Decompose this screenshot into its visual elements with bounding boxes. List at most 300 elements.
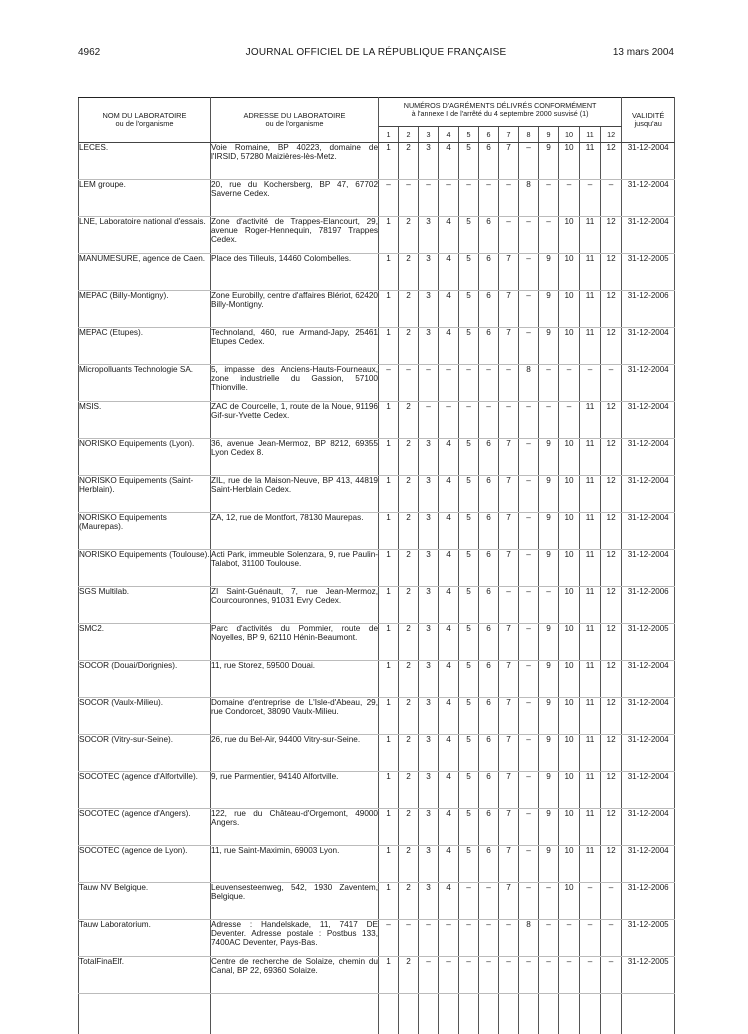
table-row	[79, 587, 675, 624]
empty-cell	[211, 994, 379, 1034]
empty-cell	[622, 994, 675, 1034]
approval-number-cell: –	[519, 291, 539, 328]
approval-number-cell: –	[419, 957, 439, 994]
approval-number-cell: –	[379, 920, 399, 957]
journal-title: JOURNAL OFFICIEL DE LA RÉPUBLIQUE FRANÇAISE	[78, 47, 674, 58]
approval-number-cell: 6	[479, 698, 499, 735]
approval-number-cell: 6	[479, 624, 499, 661]
approval-number-cell: 10	[559, 439, 580, 476]
approval-number-cell: 6	[479, 476, 499, 513]
approval-number-cell: 9	[539, 698, 559, 735]
table-row	[79, 513, 675, 550]
approval-number-cell: 2	[399, 698, 419, 735]
laboratory-name: SOCOTEC (agence d'Alfortville).	[79, 772, 211, 809]
approval-number-cell: 11	[580, 550, 601, 587]
approval-number-cell: 4	[439, 587, 459, 624]
approval-number-cell: 7	[499, 513, 519, 550]
empty-cell	[79, 994, 211, 1034]
approval-number-header: 11	[580, 127, 601, 143]
approval-number-cell: 11	[580, 624, 601, 661]
approval-number-cell: 5	[459, 328, 479, 365]
approval-number-cell: 3	[419, 587, 439, 624]
approval-number-cell: –	[479, 365, 499, 402]
approval-number-cell: 10	[559, 846, 580, 883]
approval-number-cell: 4	[439, 883, 459, 920]
approval-number-cell: –	[479, 180, 499, 217]
approval-number-cell: –	[439, 180, 459, 217]
approval-number-cell: 8	[519, 180, 539, 217]
col-header-address-sub: ou de l'organisme	[214, 120, 375, 128]
table-row	[79, 328, 675, 365]
approval-number-header: 10	[559, 127, 580, 143]
validity-date: 31-12-2004	[622, 513, 675, 550]
col-header-name	[79, 98, 211, 143]
approval-number-cell: –	[419, 365, 439, 402]
laboratory-address: Domaine d'entreprise de L'Isle-d'Abeau, 29, rue Condorcet, 38090 Vaulx-Milieu.	[211, 698, 379, 735]
validity-date: 31-12-2005	[622, 254, 675, 291]
approval-number-cell: –	[519, 217, 539, 254]
approval-number-cell: –	[479, 920, 499, 957]
approval-number-cell: 3	[419, 809, 439, 846]
validity-date: 31-12-2004	[622, 550, 675, 587]
page-header	[78, 47, 674, 61]
approval-number-cell: –	[439, 957, 459, 994]
approval-number-cell: –	[580, 365, 601, 402]
approval-number-cell: 10	[559, 291, 580, 328]
approval-number-cell: 9	[539, 143, 559, 180]
approval-number-cell: –	[519, 476, 539, 513]
approval-number-cell: 6	[479, 328, 499, 365]
laboratory-name: NORISKO Equipements (Maurepas).	[79, 513, 211, 550]
approval-number-cell: 1	[379, 957, 399, 994]
approval-number-header: 1	[379, 127, 399, 143]
approval-number-cell: –	[539, 365, 559, 402]
approval-number-cell: –	[499, 365, 519, 402]
approval-number-cell: 7	[499, 698, 519, 735]
laboratory-address: Zone d'activité de Trappes-Elancourt, 29, avenue Roger-Hennequin, 78197 Trappes Cedex.	[211, 217, 379, 254]
approval-number-cell: 10	[559, 735, 580, 772]
approval-number-header: 8	[519, 127, 539, 143]
approval-number-cell: –	[499, 920, 519, 957]
approval-number-cell: 6	[479, 772, 499, 809]
laboratory-name: Tauw NV Belgique.	[79, 883, 211, 920]
approval-number-cell: –	[580, 883, 601, 920]
empty-cell	[601, 994, 622, 1034]
validity-date: 31-12-2005	[622, 957, 675, 994]
approval-number-cell: –	[419, 402, 439, 439]
approval-number-cell: 12	[601, 291, 622, 328]
approval-number-cell: –	[479, 402, 499, 439]
approval-number-cell: 7	[499, 846, 519, 883]
approval-number-cell: –	[539, 587, 559, 624]
laboratory-name: TotalFinaElf.	[79, 957, 211, 994]
approval-number-cell: 2	[399, 476, 419, 513]
laboratory-address: Place des Tilleuls, 14460 Colombelles.	[211, 254, 379, 291]
approval-number-cell: 2	[399, 550, 419, 587]
laboratory-name: NORISKO Equipements (Lyon).	[79, 439, 211, 476]
col-header-validity	[622, 98, 675, 143]
approval-number-cell: 5	[459, 587, 479, 624]
approval-number-cell: –	[559, 920, 580, 957]
approval-number-cell: 10	[559, 772, 580, 809]
validity-date: 31-12-2004	[622, 661, 675, 698]
approval-number-cell: 12	[601, 439, 622, 476]
laboratory-address: ZAC de Courcelle, 1, route de la Noue, 91196 Gif-sur-Yvette Cedex.	[211, 402, 379, 439]
approval-number-cell: –	[601, 957, 622, 994]
laboratory-name: Tauw Laboratorium.	[79, 920, 211, 957]
approval-number-cell: –	[519, 328, 539, 365]
validity-date: 31-12-2004	[622, 180, 675, 217]
approval-number-cell: 5	[459, 513, 479, 550]
approval-number-cell: 9	[539, 476, 559, 513]
approval-number-cell: 12	[601, 735, 622, 772]
validity-date: 31-12-2006	[622, 883, 675, 920]
table-row	[79, 217, 675, 254]
approval-number-cell: 9	[539, 661, 559, 698]
approval-number-cell: 2	[399, 254, 419, 291]
table-continuation-row	[79, 994, 675, 1034]
approval-number-cell: 11	[580, 402, 601, 439]
approval-number-cell: 7	[499, 735, 519, 772]
table-row	[79, 365, 675, 402]
laboratory-address: Acti Park, immeuble Solenzara, 9, rue Paulin-Talabot, 31100 Toulouse.	[211, 550, 379, 587]
validity-date: 31-12-2004	[622, 328, 675, 365]
approval-number-cell: –	[519, 439, 539, 476]
approval-number-cell: 12	[601, 513, 622, 550]
approval-number-cell: –	[519, 402, 539, 439]
approval-number-cell: 9	[539, 550, 559, 587]
approval-number-cell: –	[459, 402, 479, 439]
validity-date: 31-12-2004	[622, 772, 675, 809]
approval-number-cell: 3	[419, 846, 439, 883]
validity-date: 31-12-2004	[622, 809, 675, 846]
validity-date: 31-12-2005	[622, 624, 675, 661]
approval-number-cell: –	[539, 180, 559, 217]
approval-number-cell: 4	[439, 291, 459, 328]
approval-number-cell: 3	[419, 883, 439, 920]
approval-number-cell: 3	[419, 772, 439, 809]
approval-number-cell: 11	[580, 439, 601, 476]
col-header-approvals-title: NUMÉROS D'AGRÉMENTS DÉLIVRÉS CONFORMÉMENT	[382, 102, 618, 110]
laboratory-address: Parc d'activités du Pommier, route de Noyelles, BP 9, 62110 Hénin-Beaumont.	[211, 624, 379, 661]
approval-number-cell: 5	[459, 254, 479, 291]
approval-number-cell: –	[539, 402, 559, 439]
approval-number-cell: –	[419, 180, 439, 217]
approval-number-cell: –	[519, 513, 539, 550]
approval-number-cell: 4	[439, 254, 459, 291]
approval-number-cell: –	[399, 365, 419, 402]
validity-date: 31-12-2004	[622, 735, 675, 772]
laboratory-name: Micropolluants Technologie SA.	[79, 365, 211, 402]
approval-number-cell: 7	[499, 550, 519, 587]
approval-number-cell: 5	[459, 698, 479, 735]
approval-number-cell: –	[379, 365, 399, 402]
table-row	[79, 661, 675, 698]
approval-number-cell: 2	[399, 624, 419, 661]
table-row	[79, 254, 675, 291]
approval-number-cell: 3	[419, 550, 439, 587]
col-header-approvals-sub: à l'annexe I de l'arrêté du 4 septembre 2000 susvisé (1)	[382, 110, 618, 118]
approval-number-cell: 10	[559, 587, 580, 624]
approval-number-cell: –	[580, 957, 601, 994]
table-row	[79, 957, 675, 994]
approval-number-cell: 6	[479, 291, 499, 328]
approval-number-cell: 5	[459, 291, 479, 328]
laboratory-address: Adresse : Handelskade, 11, 7417 DE Deventer. Adresse postale : Postbus 133, 7400AC Deventer, Pays-Bas.	[211, 920, 379, 957]
table-row	[79, 772, 675, 809]
validity-date: 31-12-2004	[622, 439, 675, 476]
approval-number-cell: 2	[399, 217, 419, 254]
approval-number-cell: 6	[479, 143, 499, 180]
empty-cell	[499, 994, 519, 1034]
approval-number-cell: 1	[379, 513, 399, 550]
approval-number-cell: 5	[459, 624, 479, 661]
approval-number-cell: 1	[379, 476, 399, 513]
approval-number-cell: 7	[499, 143, 519, 180]
approval-number-cell: 11	[580, 772, 601, 809]
table-row	[79, 846, 675, 883]
laboratory-name: SGS Multilab.	[79, 587, 211, 624]
validity-date: 31-12-2004	[622, 402, 675, 439]
approval-number-cell: 12	[601, 217, 622, 254]
laboratory-name: SMC2.	[79, 624, 211, 661]
approval-number-cell: 2	[399, 772, 419, 809]
approval-number-cell: 12	[601, 846, 622, 883]
approval-number-cell: 1	[379, 143, 399, 180]
table-row	[79, 439, 675, 476]
approval-number-cell: 1	[379, 587, 399, 624]
approval-number-cell: 7	[499, 883, 519, 920]
approval-number-cell: –	[459, 365, 479, 402]
laboratory-address: 36, avenue Jean-Mermoz, BP 8212, 69355 Lyon Cedex 8.	[211, 439, 379, 476]
approval-number-cell: 1	[379, 328, 399, 365]
table-row	[79, 550, 675, 587]
approval-number-cell: 5	[459, 809, 479, 846]
validity-date: 31-12-2005	[622, 920, 675, 957]
approval-number-cell: 4	[439, 624, 459, 661]
approval-number-cell: 11	[580, 513, 601, 550]
approval-number-cell: 10	[559, 883, 580, 920]
laboratory-address: Voie Romaine, BP 40223, domaine de l'IRSID, 57280 Maizières-lès-Metz.	[211, 143, 379, 180]
approval-number-cell: 2	[399, 143, 419, 180]
approval-number-header: 7	[499, 127, 519, 143]
approval-number-cell: –	[479, 883, 499, 920]
approval-number-cell: 10	[559, 661, 580, 698]
laboratory-address: Zone Eurobilly, centre d'affaires Blériot, 62420 Billy-Montigny.	[211, 291, 379, 328]
approval-number-cell: 3	[419, 439, 439, 476]
approval-number-cell: 10	[559, 550, 580, 587]
approval-number-cell: 12	[601, 402, 622, 439]
approval-number-cell: –	[559, 365, 580, 402]
approval-number-cell: –	[580, 920, 601, 957]
approval-number-cell: 2	[399, 291, 419, 328]
approval-number-cell: –	[519, 587, 539, 624]
approval-number-cell: 7	[499, 476, 519, 513]
approval-number-cell: 3	[419, 661, 439, 698]
laboratory-name: MANUMESURE, agence de Caen.	[79, 254, 211, 291]
approval-number-cell: –	[580, 180, 601, 217]
laboratory-address: 122, rue du Château-d'Orgemont, 49000 Angers.	[211, 809, 379, 846]
approval-number-cell: 2	[399, 328, 419, 365]
approval-number-cell: 5	[459, 661, 479, 698]
laboratory-address: Technoland, 460, rue Armand-Japy, 25461 Etupes Cedex.	[211, 328, 379, 365]
page-number: 4962	[78, 47, 100, 58]
laboratory-name: LECES.	[79, 143, 211, 180]
approval-number-cell: 1	[379, 661, 399, 698]
approval-number-cell: 11	[580, 661, 601, 698]
approval-number-header: 6	[479, 127, 499, 143]
approval-number-cell: 1	[379, 291, 399, 328]
table-row	[79, 180, 675, 217]
approval-number-cell: –	[459, 180, 479, 217]
approval-number-cell: 10	[559, 476, 580, 513]
approval-number-cell: 11	[580, 846, 601, 883]
validity-date: 31-12-2004	[622, 698, 675, 735]
laboratory-name: NORISKO Equipements (Saint-Herblain).	[79, 476, 211, 513]
approval-number-cell: 6	[479, 587, 499, 624]
laboratory-name: SOCOR (Douai/Dorignies).	[79, 661, 211, 698]
approval-number-cell: –	[519, 254, 539, 291]
approval-number-cell: 7	[499, 291, 519, 328]
approval-number-cell: 3	[419, 735, 439, 772]
approval-number-cell: 12	[601, 254, 622, 291]
approval-number-cell: 10	[559, 143, 580, 180]
approval-number-cell: 4	[439, 698, 459, 735]
approval-number-cell: –	[379, 180, 399, 217]
approval-number-cell: 11	[580, 698, 601, 735]
laboratory-address: 11, rue Storez, 59500 Douai.	[211, 661, 379, 698]
laboratory-address: Centre de recherche de Solaize, chemin du Canal, BP 22, 69360 Solaize.	[211, 957, 379, 994]
approval-number-cell: 6	[479, 513, 499, 550]
approval-number-cell: 9	[539, 624, 559, 661]
approval-number-cell: –	[539, 883, 559, 920]
approval-number-cell: 3	[419, 513, 439, 550]
laboratory-name: SOCOTEC (agence d'Angers).	[79, 809, 211, 846]
approval-number-cell: 3	[419, 217, 439, 254]
approval-number-cell: –	[399, 180, 419, 217]
approval-number-cell: 11	[580, 291, 601, 328]
laboratory-name: MSIS.	[79, 402, 211, 439]
approval-number-cell: 3	[419, 291, 439, 328]
approval-number-cell: 6	[479, 254, 499, 291]
approval-number-cell: 10	[559, 328, 580, 365]
approval-number-cell: 9	[539, 772, 559, 809]
approval-number-header: 4	[439, 127, 459, 143]
approval-number-cell: 5	[459, 217, 479, 254]
approval-number-cell: –	[519, 661, 539, 698]
approval-number-cell: 2	[399, 587, 419, 624]
approval-number-cell: –	[419, 920, 439, 957]
approval-number-cell: 2	[399, 661, 419, 698]
validity-date: 31-12-2004	[622, 365, 675, 402]
approval-number-cell: 2	[399, 809, 419, 846]
laboratory-address: 5, impasse des Anciens-Hauts-Fourneaux, zone industrielle du Gassion, 57100 Thionville.	[211, 365, 379, 402]
approval-number-cell: –	[519, 957, 539, 994]
approval-number-header: 3	[419, 127, 439, 143]
validity-date: 31-12-2004	[622, 217, 675, 254]
validity-date: 31-12-2004	[622, 476, 675, 513]
approval-number-cell: 2	[399, 402, 419, 439]
approval-number-cell: 6	[479, 439, 499, 476]
table-row	[79, 735, 675, 772]
approval-number-cell: 5	[459, 846, 479, 883]
laboratory-name: SOCOTEC (agence de Lyon).	[79, 846, 211, 883]
approval-number-cell: 1	[379, 735, 399, 772]
table-row	[79, 624, 675, 661]
approval-number-cell: 3	[419, 254, 439, 291]
laboratory-name: SOCOR (Vitry-sur-Seine).	[79, 735, 211, 772]
col-header-name-title: NOM DU LABORATOIRE	[82, 112, 207, 120]
empty-cell	[539, 994, 559, 1034]
laboratory-name: LEM groupe.	[79, 180, 211, 217]
approval-number-cell: 1	[379, 883, 399, 920]
approval-number-cell: 3	[419, 143, 439, 180]
approval-number-cell: 5	[459, 143, 479, 180]
approval-number-cell: –	[519, 735, 539, 772]
approval-number-cell: –	[459, 920, 479, 957]
empty-cell	[559, 994, 580, 1034]
approval-number-cell: 11	[580, 587, 601, 624]
col-header-validity-title: VALIDITÉ	[625, 112, 671, 120]
approval-number-cell: 4	[439, 217, 459, 254]
approval-number-cell: 3	[419, 476, 439, 513]
approval-number-cell: 7	[499, 661, 519, 698]
approval-number-cell: 4	[439, 328, 459, 365]
approval-number-cell: –	[519, 772, 539, 809]
approval-number-cell: 2	[399, 883, 419, 920]
approval-number-cell: 11	[580, 143, 601, 180]
publication-date: 13 mars 2004	[613, 47, 674, 58]
approval-number-cell: 9	[539, 846, 559, 883]
table-row	[79, 476, 675, 513]
empty-cell	[479, 994, 499, 1034]
approval-number-cell: 5	[459, 476, 479, 513]
approval-number-cell: –	[601, 365, 622, 402]
approval-number-cell: 12	[601, 698, 622, 735]
approval-number-cell: 4	[439, 735, 459, 772]
approval-number-cell: –	[519, 698, 539, 735]
approval-number-cell: –	[479, 957, 499, 994]
approval-number-cell: –	[399, 920, 419, 957]
col-header-address	[211, 98, 379, 143]
laboratory-name: NORISKO Equipements (Toulouse).	[79, 550, 211, 587]
approval-number-cell: –	[499, 587, 519, 624]
approval-number-cell: –	[559, 402, 580, 439]
approval-number-cell: –	[519, 846, 539, 883]
approval-number-cell: –	[499, 957, 519, 994]
approval-number-cell: 10	[559, 513, 580, 550]
approval-number-cell: 4	[439, 772, 459, 809]
approval-number-cell: 9	[539, 291, 559, 328]
col-header-name-sub: ou de l'organisme	[82, 120, 207, 128]
approval-number-header: 12	[601, 127, 622, 143]
approval-number-cell: 11	[580, 328, 601, 365]
laboratory-name: LNE, Laboratoire national d'essais.	[79, 217, 211, 254]
approval-number-cell: –	[499, 402, 519, 439]
approval-number-cell: –	[519, 624, 539, 661]
empty-cell	[580, 994, 601, 1034]
approval-number-cell: 4	[439, 846, 459, 883]
approval-number-cell: –	[601, 180, 622, 217]
table-row	[79, 291, 675, 328]
approval-number-cell: 6	[479, 809, 499, 846]
approval-number-cell: –	[499, 217, 519, 254]
empty-cell	[419, 994, 439, 1034]
approval-number-cell: 7	[499, 439, 519, 476]
approval-number-cell: 4	[439, 661, 459, 698]
approval-number-cell: 5	[459, 439, 479, 476]
table-row	[79, 920, 675, 957]
